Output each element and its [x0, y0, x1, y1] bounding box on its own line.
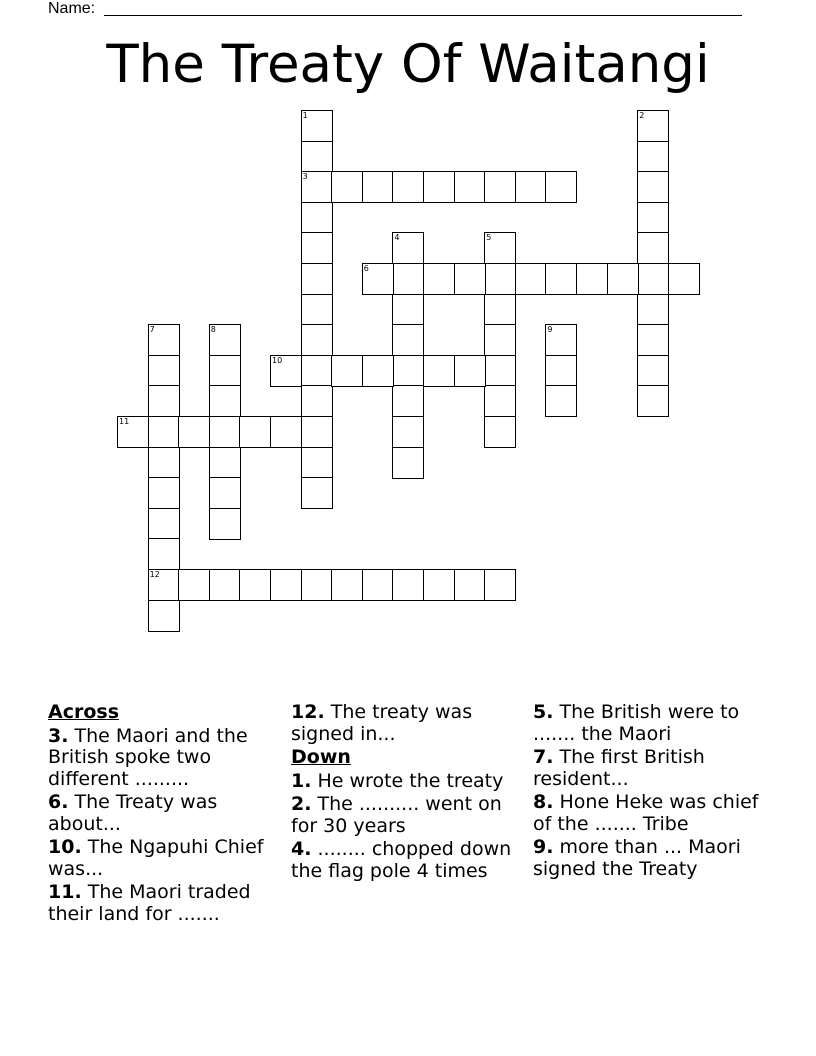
crossword-cell[interactable]: [515, 171, 547, 203]
crossword-cell[interactable]: [515, 263, 547, 295]
clue-10: [48, 837, 284, 880]
crossword-cell[interactable]: [239, 569, 271, 601]
crossword-cell[interactable]: [301, 324, 333, 356]
clue-text: ........ chopped down the flag pole 4 times: [291, 838, 512, 882]
crossword-cell[interactable]: [270, 569, 302, 601]
crossword-cell[interactable]: [545, 355, 577, 387]
crossword-cell[interactable]: [484, 263, 516, 295]
crossword-cell[interactable]: [392, 294, 424, 326]
cell-number: 1: [302, 111, 308, 120]
crossword-cell[interactable]: [178, 416, 210, 448]
crossword-cell[interactable]: [637, 294, 669, 326]
clue-number: 4.: [291, 838, 312, 860]
clue-7: [533, 747, 769, 790]
crossword-cell[interactable]: [484, 232, 516, 264]
crossword-cell[interactable]: [668, 263, 700, 295]
crossword-cell[interactable]: [331, 355, 363, 387]
crossword-cell[interactable]: [239, 416, 271, 448]
crossword-cell[interactable]: [209, 477, 241, 509]
crossword-cell[interactable]: [484, 416, 516, 448]
crossword-cell[interactable]: [270, 355, 302, 387]
crossword-cell[interactable]: [209, 447, 241, 479]
crossword-cell[interactable]: [209, 324, 241, 356]
crossword-cell[interactable]: [301, 263, 333, 295]
crossword-cell[interactable]: [637, 385, 669, 417]
clue-text: Hone Heke was chief of the ....... Tribe: [533, 791, 759, 835]
crossword-cell[interactable]: [637, 202, 669, 234]
crossword-cell[interactable]: [301, 171, 333, 203]
crossword-cell[interactable]: [148, 538, 180, 570]
crossword-cell[interactable]: [178, 569, 210, 601]
page-title: The Treaty Of Waitangi: [106, 34, 710, 95]
crossword-cell[interactable]: [576, 263, 608, 295]
crossword-cell[interactable]: [148, 569, 180, 601]
crossword-cell[interactable]: [148, 416, 180, 448]
crossword-cell[interactable]: [301, 569, 333, 601]
crossword-cell[interactable]: [331, 569, 363, 601]
cell-number: 12: [149, 570, 160, 579]
cell-number: 8: [210, 325, 216, 335]
across-heading: Across: [48, 701, 120, 723]
crossword-cell[interactable]: [545, 263, 577, 295]
clue-number: 12.: [291, 701, 325, 723]
crossword-cell[interactable]: [301, 447, 333, 479]
crossword-cell[interactable]: [148, 508, 180, 540]
crossword-cell[interactable]: [148, 324, 180, 356]
crossword-cell[interactable]: [637, 324, 669, 356]
crossword-cell[interactable]: [423, 263, 455, 295]
crossword-cell[interactable]: [209, 355, 241, 387]
clue-number: 11.: [48, 881, 82, 903]
clue-text: The treaty was signed in...: [291, 701, 473, 745]
clue-text: The .......... went on for 30 years: [291, 793, 502, 837]
crossword-cell[interactable]: [423, 569, 455, 601]
crossword-cell[interactable]: [392, 355, 424, 387]
crossword-cell[interactable]: [484, 171, 516, 203]
crossword-cell[interactable]: [301, 110, 333, 142]
crossword-cell[interactable]: [117, 416, 149, 448]
crossword-cell[interactable]: [423, 355, 455, 387]
crossword-cell[interactable]: [392, 263, 424, 295]
clue-text: The British were to ....... the Maori: [533, 701, 740, 745]
crossword-cell[interactable]: [362, 569, 394, 601]
crossword-cell[interactable]: [637, 141, 669, 173]
clue-number: 1.: [291, 769, 312, 792]
crossword-cell[interactable]: [637, 171, 669, 203]
crossword-cell[interactable]: [392, 171, 424, 203]
clue-1: [291, 771, 527, 793]
name-label: Name:: [48, 0, 96, 17]
crossword-cell[interactable]: [301, 416, 333, 448]
crossword-cell[interactable]: [148, 447, 180, 479]
clue-text: The Ngapuhi Chief was...: [48, 836, 264, 880]
clue-text: The Treaty was about...: [48, 791, 218, 835]
crossword-cell[interactable]: [484, 355, 516, 387]
clue-number: 2.: [291, 793, 312, 815]
crossword-cell[interactable]: [301, 477, 333, 509]
clue-text: more than ... Maori signed the Treaty: [533, 836, 741, 880]
clue-3: [48, 726, 284, 791]
clue-text: The Maori traded their land for .......: [48, 881, 251, 925]
crossword-cell[interactable]: [362, 171, 394, 203]
crossword-cell[interactable]: [637, 110, 669, 142]
crossword-cell[interactable]: [637, 355, 669, 387]
crossword-cell[interactable]: [392, 569, 424, 601]
crossword-cell[interactable]: [637, 232, 669, 264]
crossword-cell[interactable]: [148, 355, 180, 387]
crossword-cell[interactable]: [301, 232, 333, 264]
crossword-cell[interactable]: [545, 324, 577, 356]
crossword-cell[interactable]: [392, 416, 424, 448]
cell-number: 3: [302, 172, 308, 182]
crossword-cell[interactable]: [392, 324, 424, 356]
clue-number: 7.: [533, 746, 554, 768]
crossword-cell[interactable]: [331, 171, 363, 203]
crossword-cell[interactable]: [484, 569, 516, 601]
clue-5: [533, 702, 769, 745]
crossword-cell[interactable]: [607, 263, 639, 295]
crossword-cell[interactable]: [362, 263, 394, 295]
crossword-cell[interactable]: [454, 355, 486, 387]
crossword-cell[interactable]: [270, 416, 302, 448]
crossword-cell[interactable]: [545, 171, 577, 203]
crossword-cell[interactable]: [209, 569, 241, 601]
clue-number: 3.: [48, 724, 69, 747]
crossword-cell[interactable]: [301, 202, 333, 234]
cell-number: 11: [119, 417, 130, 426]
crossword-cell[interactable]: [392, 232, 424, 264]
clue-number: 5.: [533, 701, 554, 723]
down-heading: Down: [291, 746, 351, 768]
crossword-cell[interactable]: [301, 355, 333, 387]
clues-column-3: [533, 702, 769, 882]
clue-number: 10.: [48, 836, 82, 858]
crossword-cell[interactable]: [637, 263, 669, 295]
clues-column-1: [48, 702, 284, 927]
crossword-cell[interactable]: [209, 508, 241, 540]
clue-8: [533, 792, 769, 835]
cell-number: 6: [363, 264, 369, 273]
clue-9: [533, 837, 769, 880]
cell-number: 5: [486, 233, 492, 243]
crossword-cell[interactable]: [148, 477, 180, 509]
crossword-cell[interactable]: [484, 385, 516, 417]
clue-2: [291, 794, 527, 837]
crossword-cell[interactable]: [454, 263, 486, 295]
clue-11: [48, 882, 284, 925]
crossword-cell[interactable]: [392, 447, 424, 479]
clue-text: The Maori and the British spoke two different .........: [48, 724, 248, 790]
crossword-cell[interactable]: [148, 600, 180, 632]
clue-text: He wrote the treaty: [317, 769, 504, 792]
crossword-cell[interactable]: [454, 171, 486, 203]
clue-4: [291, 839, 527, 882]
crossword-cell[interactable]: [484, 324, 516, 356]
crossword-cell[interactable]: [484, 294, 516, 326]
cell-number: 7: [149, 325, 155, 335]
clue-12: [291, 702, 527, 745]
clue-text: The first British resident...: [533, 746, 705, 790]
crossword-cell[interactable]: [301, 385, 333, 417]
crossword-cell[interactable]: [301, 141, 333, 173]
clue-6: [48, 792, 284, 835]
cell-number: 2: [639, 111, 645, 120]
clue-number: 9.: [533, 836, 554, 858]
crossword-cell[interactable]: [209, 416, 241, 448]
crossword-cell[interactable]: [209, 385, 241, 417]
crossword-cell[interactable]: [545, 385, 577, 417]
crossword-cell[interactable]: [392, 385, 424, 417]
crossword-cell[interactable]: [148, 385, 180, 417]
cell-number: 10: [272, 355, 283, 365]
cell-number: 4: [394, 233, 400, 243]
crossword-cell[interactable]: [454, 569, 486, 601]
crossword-cell[interactable]: [362, 355, 394, 387]
clues-column-2: [291, 702, 527, 884]
cell-number: 9: [547, 325, 553, 335]
crossword-cell[interactable]: [301, 294, 333, 326]
clue-number: 8.: [533, 791, 554, 813]
clue-number: 6.: [48, 791, 69, 813]
crossword-cell[interactable]: [423, 171, 455, 203]
